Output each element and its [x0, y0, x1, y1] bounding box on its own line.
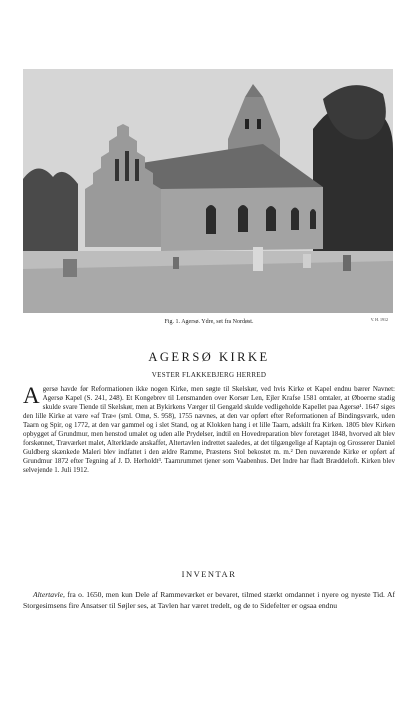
page-title: AGERSØ KIRKE — [148, 350, 270, 364]
photo-credit: V. H. 1912 — [370, 317, 388, 322]
page-subtitle: VESTER FLAKKEBJERG HERRED — [151, 371, 267, 379]
inventar-paragraph — [23, 589, 395, 611]
church-photograph — [23, 69, 393, 313]
inventar-text: , fra o. 1650, men kun Dele af Rammeværket er bevaret, tilmed stærkt omdannet i nyere og nyeste Tid. Af Storgesimsens fire Ansatser til Søjler ses, at Tavlen har været tredelt, og de to Sidefelter er ogsaa endnu — [23, 590, 395, 610]
church-photograph-image — [23, 69, 393, 313]
intro-text: gersø havde før Reformationen ikke nogen Kirke, men søgte til Skelskør, ved hvis Kirke et Kapel endnu bærer Navnet: Agersø Kapel (S. 241, 248). Et Kongebrev til Lensmanden over Korsør Len, Ejler Krafse 1581 omtaler, at Øboerne stadig skulde svare Tiende til Skelskør, men at Bykirkens Værger til Gengæld skulde vedligeholde Kapellet paa Agersø¹. 1647 siges den lille Kirke at være »af Træ« (sml. Omø, S. 958), 1755 nævnes, at den var opført efter Reformationen af Bindingsværk, uden Taarn og Spir, og 1772, at den var gammel og i slet Stand, og at Klokken hang i et lille Taarn, adskilt fra Kirken. 1805 blev Kirken opbygget af Grundmur, men henstod umalet og uden alle Prydelser, indtil en Hovedreparation blev foretaget 1848, hvorved alt blev forskønnet, Træværket malet, Alterklæde anskaffet, Altertavlen indrettet saaledes, at det tilgængelige af Kaptajn og Grosserer Daniel Guldberg skænkede Maleri blev indfattet i den ældre Ramme, Præstens Stol bekostet m. m.² Den nuværende Kirke er opført af Grundmur 1872 efter Tegning af J. D. Herholdt³. Taarnrummet tjener som Vaabenhus. Det Indre har fladt Bræddeloft. Kirken blev selvejende 1. Juli 1912. — [23, 385, 395, 474]
drop-cap: A — [23, 383, 40, 408]
figure-caption: Fig. 1. Agersø. Ydre, set fra Nordøst. — [164, 319, 254, 325]
section-heading-inventar: INVENTAR — [181, 569, 237, 579]
intro-paragraph — [23, 385, 395, 475]
altertavle-term: Altertavle — [33, 590, 63, 599]
